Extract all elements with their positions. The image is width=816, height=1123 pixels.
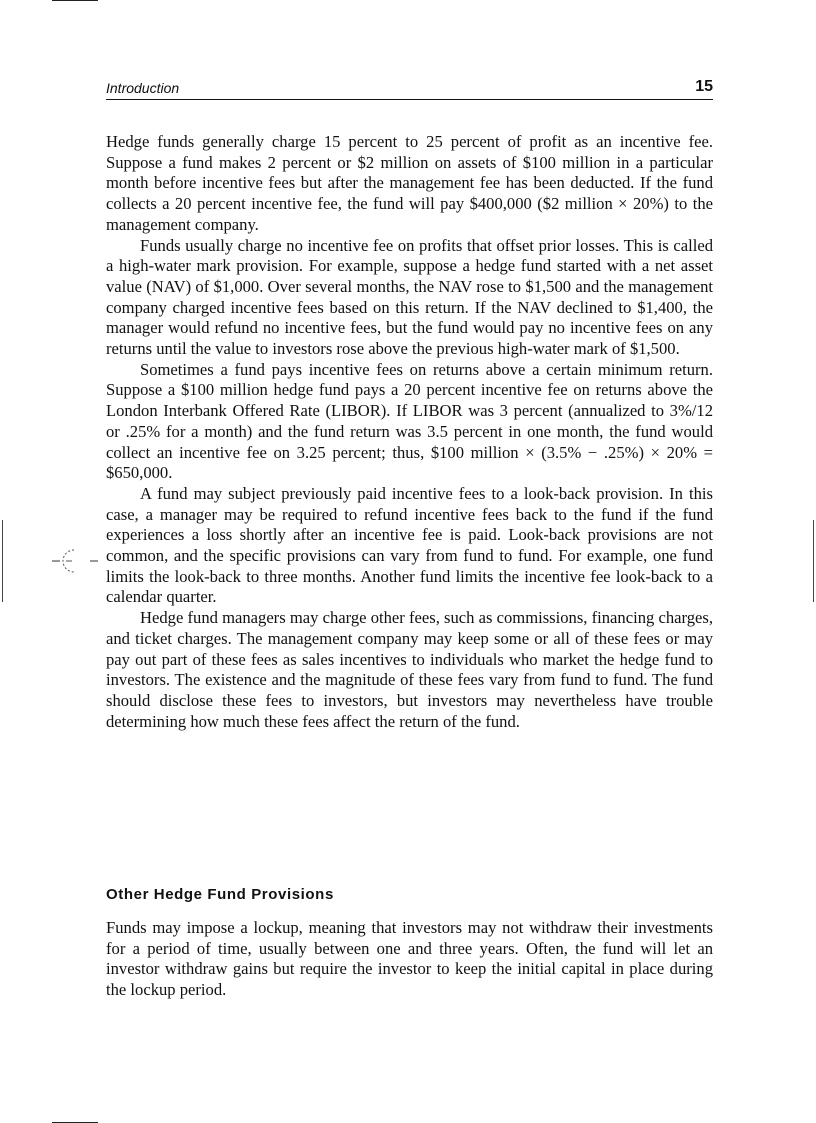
margin-rule-right (813, 520, 814, 602)
section-heading: Other Hedge Fund Provisions (106, 886, 334, 903)
crop-mark-top (52, 0, 98, 1)
paragraph-incentive-fee: Hedge funds generally charge 15 percent to 25 percent of profit as an incentive fee. Suppose a fund makes 2 percent or $2 million on assets of $100 million in a particular month before incentive fees but after the management fee has been deducted. If the fund collects a 20 percent incentive fee, the fund will pay $400,000 ($2 million × 20%) to the management company. (106, 132, 713, 234)
paragraph-look-back: A fund may subject previously paid incentive fees to a look-back provision. In this case, a manager may be required to refund incentive fees back to the fund if the fund experiences a loss shortly after an incentive fee is paid. Look-back provisions are not common, and the specific provisions can vary from fund to fund. For example, one fund limits the look-back to three months. Another fund limits the incentive fee look-back to a calendar quarter. (106, 483, 713, 607)
paragraph-lockup: Funds may impose a lockup, meaning that investors may not withdraw their investments for a period of time, usually between one and three years. Often, the fund will let an investor withdraw gains but require the investor to keep the initial capital in place during the lockup period. (106, 918, 713, 1000)
paragraph-other-fees: Hedge fund managers may charge other fees, such as commissions, financing charges, and ticket charges. The management company may keep some or all of these fees or may pay out part of these fees as sales incentives to individuals who market the hedge fund to investors. The existence and the magnitude of these fees vary from fund to fund. The fund should disclose these fees to investors, but investors may nevertheless have trouble determining how much these fees affect the return of the fund. (106, 608, 713, 731)
section-body-text (106, 918, 713, 1001)
running-header (106, 78, 713, 100)
page-number: 15 (695, 78, 713, 95)
margin-rule-left (2, 520, 3, 602)
paragraph-high-water-mark: Funds usually charge no incentive fee on profits that offset prior losses. This is called a high-water mark provision. For example, suppose a hedge fund started with a net asset value (NAV) of $1,000. Over several months, the NAV rose to $1,500 and the management company charged incentive fees based on this return. If the NAV declined to $1,400, the manager would refund no incentive fees, but the fund would pay no incentive fees on any returns until the value to investors rose above the previous high-water mark of $1,500. (106, 235, 713, 359)
registration-mark-icon (52, 544, 98, 578)
running-title: Introduction (106, 80, 180, 96)
body-text (106, 132, 713, 732)
paragraph-minimum-return: Sometimes a fund pays incentive fees on returns above a certain minimum return. Suppose a $100 million hedge fund pays a 20 percent incentive fee on returns above the London Interbank Offered Rate (LIBOR). If LIBOR was 3 percent (annualized to 3%/12 or .25% for a month) and the fund return was 3.5 percent in one month, the fund would collect an incentive fee on 3.25 percent; thus, $100 million × (3.5% − .25%) × 20% = $650,000. (106, 359, 713, 483)
